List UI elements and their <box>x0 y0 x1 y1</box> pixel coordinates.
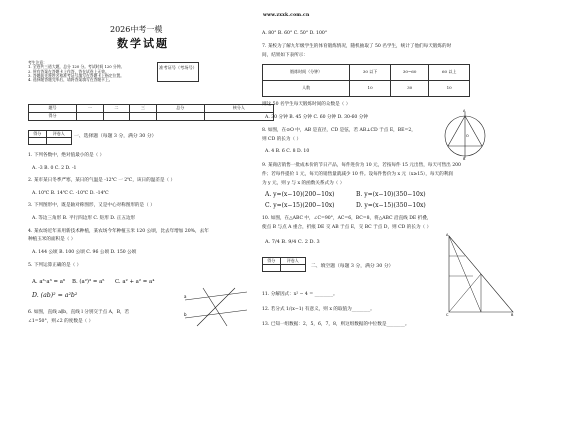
notice-block <box>28 61 158 83</box>
score-header-3: 三 <box>130 105 157 113</box>
q7-options: A. 30 分钟 B. 45 分钟 C. 60 分钟 D. 30-60 分钟 <box>265 115 368 120</box>
grader2-name-label: 评卷人 <box>280 258 305 265</box>
q8-cont: 则 CD 的长为（ ） <box>262 137 302 142</box>
svg-text:B: B <box>463 157 466 160</box>
q9-cont2: 为 y 元，则 y 与 x 的函数关系式为（ ） <box>262 181 345 186</box>
q4: 4. 某农场近年来用新技术种植，某农场今年种植玉米 120 公顷，比去年增加 20%，去年 <box>28 229 209 234</box>
q9-option-c: C. y=(x−15)(200−10x) <box>265 202 335 209</box>
exam-title: 2026中考一模 <box>110 25 163 34</box>
notice-line-4: 4. 选择题答题完毕后，请将答案填写在答题卡上。 <box>28 77 113 83</box>
seat-box-label: 准考证号（考场号） <box>159 65 197 70</box>
q6-options: A. 80° B. 60° C. 50° D. 100° <box>262 31 328 36</box>
q6-cont: ∠1=50°，则∠2 的度数是（ ） <box>28 319 94 324</box>
svg-text:A: A <box>446 233 449 237</box>
time-header-2: 30~60 <box>390 65 428 81</box>
q11: 11. 分解因式：x² − 4 = ________。 <box>262 292 338 297</box>
notice-line-2: 2. 所有答案在答题卡上作答，答在试卷上无效。 <box>28 68 109 74</box>
svg-text:b: b <box>184 312 187 317</box>
time-header-0: 锻炼时间（分钟） <box>263 65 350 81</box>
time-header-1: 30 以下 <box>350 65 391 81</box>
circle-figure <box>442 108 488 160</box>
q9-cont: 件；若每件提价 1 元，每天的销售量就减少 10 件。设每件售价为 x 元（x≥15），每天的利润 <box>262 172 453 177</box>
notice-line-3: 3. 答题前先将姓名和准考证号填写在答题卡上指定位置。 <box>28 73 124 79</box>
q5-option-b: B. (a²)³ = a⁵ <box>72 279 105 285</box>
subject-title: 数学试题 <box>117 37 169 50</box>
q8-options: A. 4 B. 6 C. 8 D. 10 <box>265 149 310 154</box>
header-url: www.zxxk.com.cn <box>263 13 310 18</box>
score-header-0: 题号 <box>29 105 77 113</box>
q5-option-c: C. a² + a² = a⁴ <box>115 279 155 285</box>
time-header-3: 60 以上 <box>429 65 470 81</box>
svg-text:A: A <box>463 109 466 113</box>
q3: 3. 下列图形中，既是轴对称图形，又是中心对称图形的是（ ） <box>28 203 155 208</box>
section2-title: 二、填空题（每题 3 分，满分 30 分） <box>311 264 394 269</box>
notice-line-1: 1. 全卷共三道大题，总分 120 分。考试时间 120 分钟。 <box>28 64 125 70</box>
section1-title: 一、选择题（每题 3 分，满分 30 分） <box>74 134 157 139</box>
svg-text:C: C <box>446 313 449 316</box>
score-header-4: 总分 <box>156 105 204 113</box>
q10-options: A. 7/4 B. 9/4 C. 2 D. 3 <box>265 239 320 245</box>
time-value-2: 30 <box>390 81 428 97</box>
time-row-label: 人数 <box>263 81 350 97</box>
svg-text:O: O <box>466 134 469 138</box>
q9-option-b: B. y=(x−10)(350−10x) <box>356 191 426 198</box>
q1: 1. 下列各数中，绝对值最小的是（ ） <box>28 153 105 158</box>
q5: 5. 下列运算正确的是（ ） <box>28 263 82 268</box>
q9-option-d: D. y=(x−15)(350−10x) <box>356 202 426 209</box>
q1-options: A. -3 B. 0 C. 2 D. -1 <box>32 166 77 171</box>
q3-options: A. 等边三角形 B. 平行四边形 C. 矩形 D. 正五边形 <box>32 216 136 221</box>
q8: 8. 如图，在⊙O 中，AB 是直径，CD 是弦，若 AB⊥CD 于点 E，BE=2， <box>262 128 416 133</box>
q2-options: A. 10℃ B. 14℃ C. -10℃ D. -14℃ <box>32 191 109 196</box>
q9-option-a: A. y=(x−10)(200−10x) <box>265 191 335 198</box>
notice-heading: 考生注意： <box>28 60 47 65</box>
q4-cont: 种植玉米的面积是（ ） <box>28 237 76 242</box>
q2: 2. 某市某日冬季严寒，某日的气温是 -12℃ 一 2℃，该日的温差是（ ） <box>28 178 176 183</box>
grader-box-2 <box>262 257 306 272</box>
q7: 7. 某校为了解九年级学生的体育锻炼情况，随机抽取了 50 名学生，统计了他们每天锻炼的时 <box>262 44 452 49</box>
grader2-score-label: 得分 <box>263 258 281 265</box>
q5-option-a: A. a³·a³ = a⁶ <box>32 279 66 285</box>
svg-text:B: B <box>511 313 514 316</box>
score-table <box>28 104 274 121</box>
score-header-5: 核分人 <box>204 105 273 113</box>
score-header-1: 一 <box>76 105 103 113</box>
parallel-lines-figure <box>183 286 249 328</box>
score-row-label: 得分 <box>29 113 77 121</box>
q10: 10. 如图，在△ABC 中，∠C=90°，AC=6，BC=8，将△ABC 沿直线 DE 折叠， <box>262 216 432 221</box>
q10-cont: 使点 B 与点 A 重合，折痕 DE 交 AB 于点 E，交 BC 于点 D，则 CD 的长为（ ） <box>262 225 432 230</box>
grader-box-1 <box>28 130 72 145</box>
q6: 6. 如图，直线 a∥b，直线 l 分别交于点 A，B，若 <box>28 310 130 315</box>
seat-number-box <box>157 62 199 82</box>
svg-text:a: a <box>184 294 187 299</box>
q4-options: A. 144 公顷 B. 100 公顷 C. 96 公顷 D. 150 公顷 <box>32 250 137 255</box>
q13: 13. 已知一组数据：2，5，6，7，8，则这组数据的中位数是________。 <box>262 322 410 327</box>
q9: 9. 某商店销售一批成本价的节日产品，每件进价为 10 元，若按每件 15 元出售，每天可售出 200 <box>262 163 461 168</box>
triangle-fold-figure <box>445 232 517 316</box>
q7-question: 则这 50 名学生每天锻炼时间的众数是（ ） <box>262 102 351 107</box>
time-value-3: 10 <box>429 81 470 97</box>
grader-name-label: 评卷人 <box>46 131 71 138</box>
q7-cont: 间，结果如下表所示： <box>262 53 308 58</box>
grader-score-label: 得分 <box>29 131 47 138</box>
exercise-time-table <box>262 64 470 97</box>
score-header-2: 二 <box>103 105 130 113</box>
q5-option-d: D. (ab)² = a²b² <box>32 292 78 299</box>
q12: 12. 若分式 1/(x−1) 有意义，则 x 的取值为________。 <box>262 307 375 312</box>
time-value-1: 10 <box>350 81 391 97</box>
